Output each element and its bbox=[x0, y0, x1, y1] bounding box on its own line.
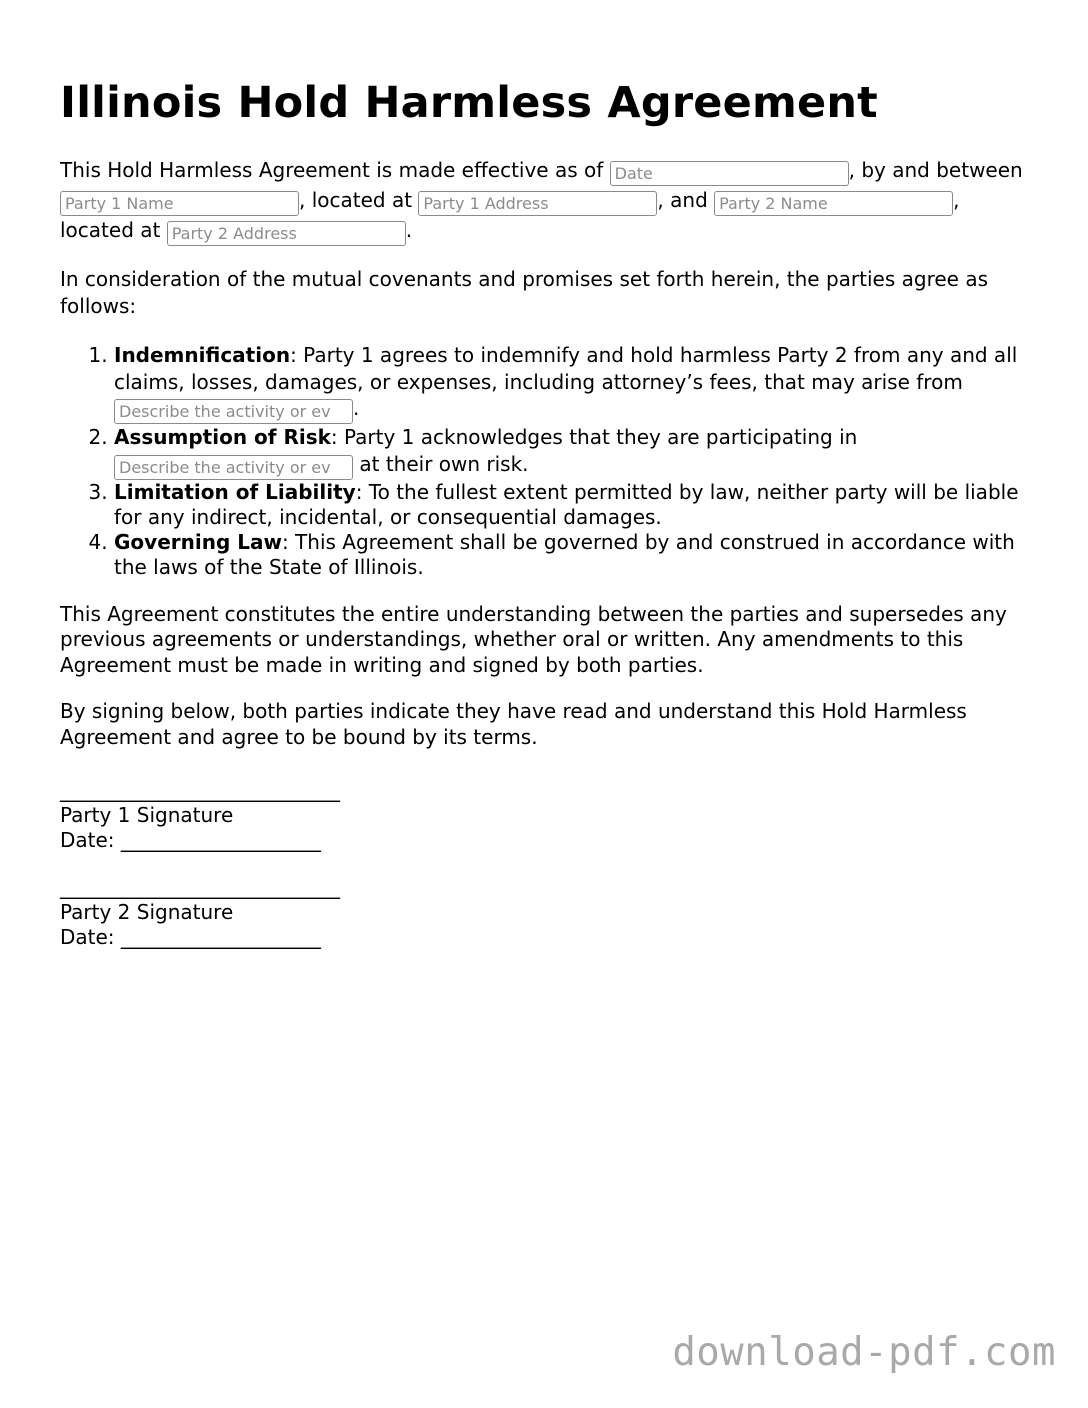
signature-label: Party 1 Signature bbox=[60, 803, 234, 827]
clause-heading: Limitation of Liability bbox=[114, 479, 356, 504]
consideration-paragraph: In consideration of the mutual covenants and promises set forth herein, the parties agree as follows: bbox=[60, 267, 988, 318]
intro-text-5: , located at bbox=[60, 188, 960, 242]
intro-text-1: This Hold Harmless Agreement is made effective as of bbox=[60, 158, 610, 182]
clause-heading: Assumption of Risk bbox=[114, 425, 331, 449]
indemnification-activity-input[interactable] bbox=[114, 399, 353, 424]
party-2-name-input[interactable] bbox=[714, 191, 953, 216]
intro-text-6: . bbox=[405, 218, 413, 242]
risk-activity-input[interactable] bbox=[114, 455, 353, 480]
party-1-signature-block bbox=[60, 778, 1030, 853]
intro-text-2: , by and between bbox=[848, 158, 1023, 182]
clause-list bbox=[60, 342, 1030, 580]
signature-label: Party 2 Signature bbox=[60, 900, 234, 924]
signature-line: ____________________________ bbox=[60, 778, 340, 802]
clause-text: : To the fullest extent permitted by law, neither party will be liable for any indirect, incidental, or consequential damages. bbox=[114, 479, 1019, 529]
clause-text: : This Agreement shall be governed by and construed in accordance with the laws of the State of Illinois. bbox=[114, 529, 1015, 579]
clause-tail: . bbox=[353, 396, 360, 420]
signature-date: Date: ____________________ bbox=[60, 828, 321, 852]
signature-date: Date: ____________________ bbox=[60, 925, 321, 949]
clause-assumption-of-risk bbox=[114, 424, 1030, 480]
clause-heading: Governing Law bbox=[114, 529, 282, 554]
entire-agreement-paragraph: This Agreement constitutes the entire understanding between the parties and supersedes any previous agreements or understandings, whether oral or written. Any amendments to this Agreement must be made in writing and signed by both parties. bbox=[60, 601, 1007, 677]
intro-text-4: , and bbox=[657, 188, 715, 212]
signature-line: ____________________________ bbox=[60, 875, 340, 899]
clause-limitation-of-liability bbox=[114, 480, 1030, 530]
date-input[interactable] bbox=[610, 161, 849, 186]
party-2-address-input[interactable] bbox=[167, 221, 406, 246]
clause-text: : Party 1 agrees to indemnify and hold harmless Party 2 from any and all claims, losses, damages, or expenses, including attorney’s fees, that may arise from bbox=[114, 343, 1018, 394]
clause-text: : Party 1 acknowledges that they are participating in bbox=[330, 425, 858, 449]
signing-paragraph: By signing below, both parties indicate they have read and understand this Hold Harmless Agreement and agree to be bound by its terms. bbox=[60, 699, 967, 749]
clause-heading: Indemnification bbox=[114, 343, 291, 367]
watermark: download-pdf.com bbox=[672, 1330, 1056, 1375]
clause-indemnification bbox=[114, 342, 1030, 424]
party-2-signature-block bbox=[60, 875, 1030, 950]
document-title: Illinois Hold Harmless Agreement bbox=[60, 78, 878, 128]
intro-text-3: , located at bbox=[299, 188, 419, 212]
party-1-name-input[interactable] bbox=[60, 191, 299, 216]
document-page bbox=[60, 74, 1030, 950]
clause-governing-law bbox=[114, 530, 1030, 580]
party-1-address-input[interactable] bbox=[418, 191, 657, 216]
clause-tail: at their own risk. bbox=[353, 451, 529, 476]
intro-paragraph bbox=[60, 156, 1030, 246]
